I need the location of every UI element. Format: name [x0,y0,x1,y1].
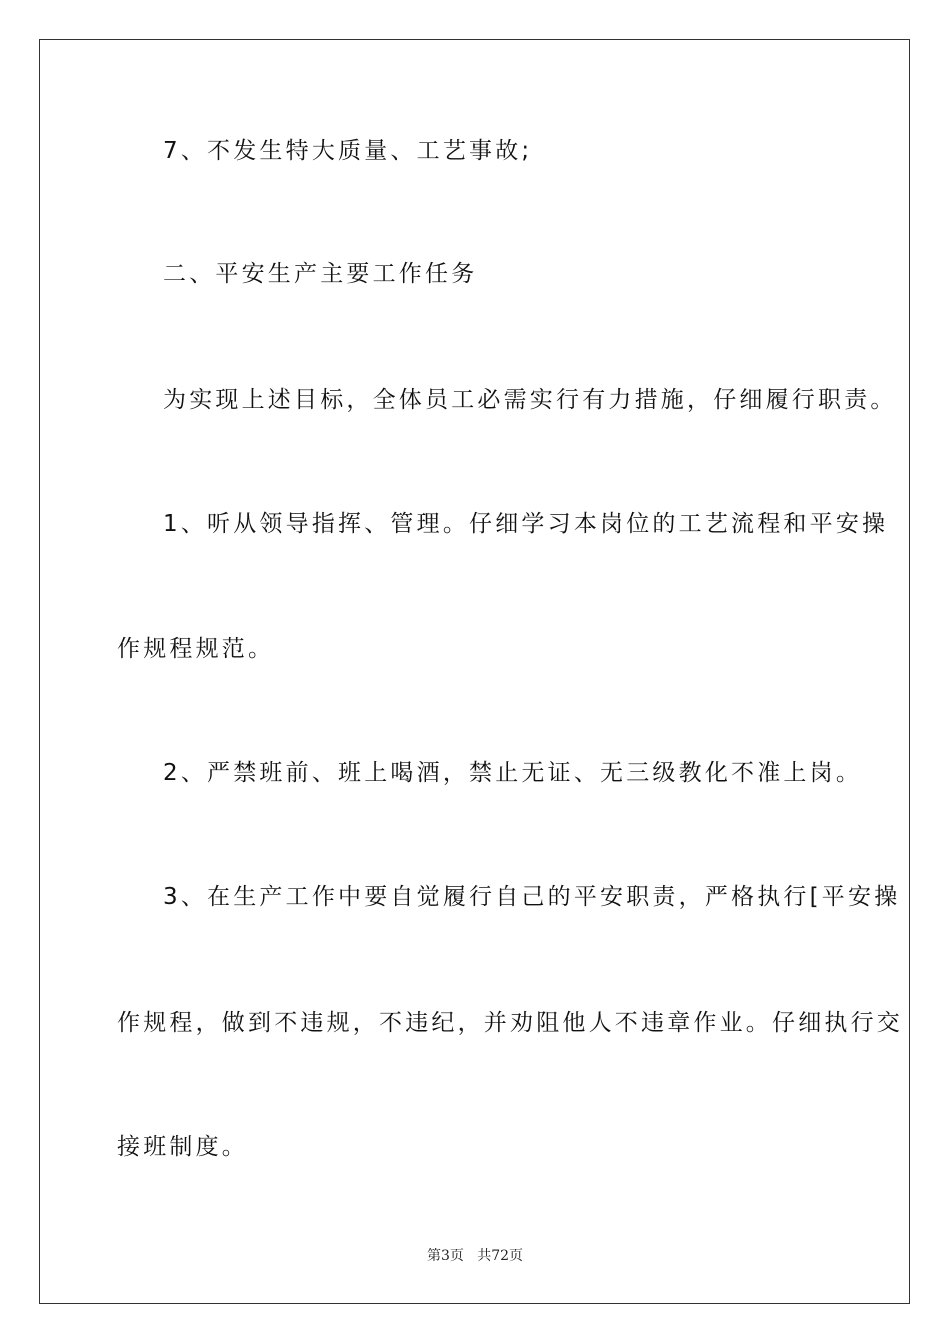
paragraph-item-3-line-1: 3、在生产工作中要自觉履行自己的平安职责，严格执行[平安操 [163,884,901,910]
page-number-footer: 第3页 共72页 [426,1248,524,1264]
paragraph-item-1-line-2: 作规程规范。 [117,636,275,662]
intro-paragraph: 为实现上述目标，全体员工必需实行有力措施，仔细履行职责。 [163,387,897,413]
section-heading: 二、平安生产主要工作任务 [163,261,478,287]
paragraph-item-3-line-2: 作规程，做到不违规，不违纪，并劝阻他人不违章作业。仔细执行交 [117,1010,903,1036]
paragraph-item-1-line-1: 1、听从领导指挥、管理。仔细学习本岗位的工艺流程和平安操 [163,511,889,537]
paragraph-item-3-line-3: 接班制度。 [117,1134,248,1160]
paragraph-item-7: 7、不发生特大质量、工艺事故; [163,138,533,164]
page-border [39,39,910,1304]
paragraph-item-2: 2、严禁班前、班上喝酒，禁止无证、无三级教化不准上岗。 [163,760,863,786]
